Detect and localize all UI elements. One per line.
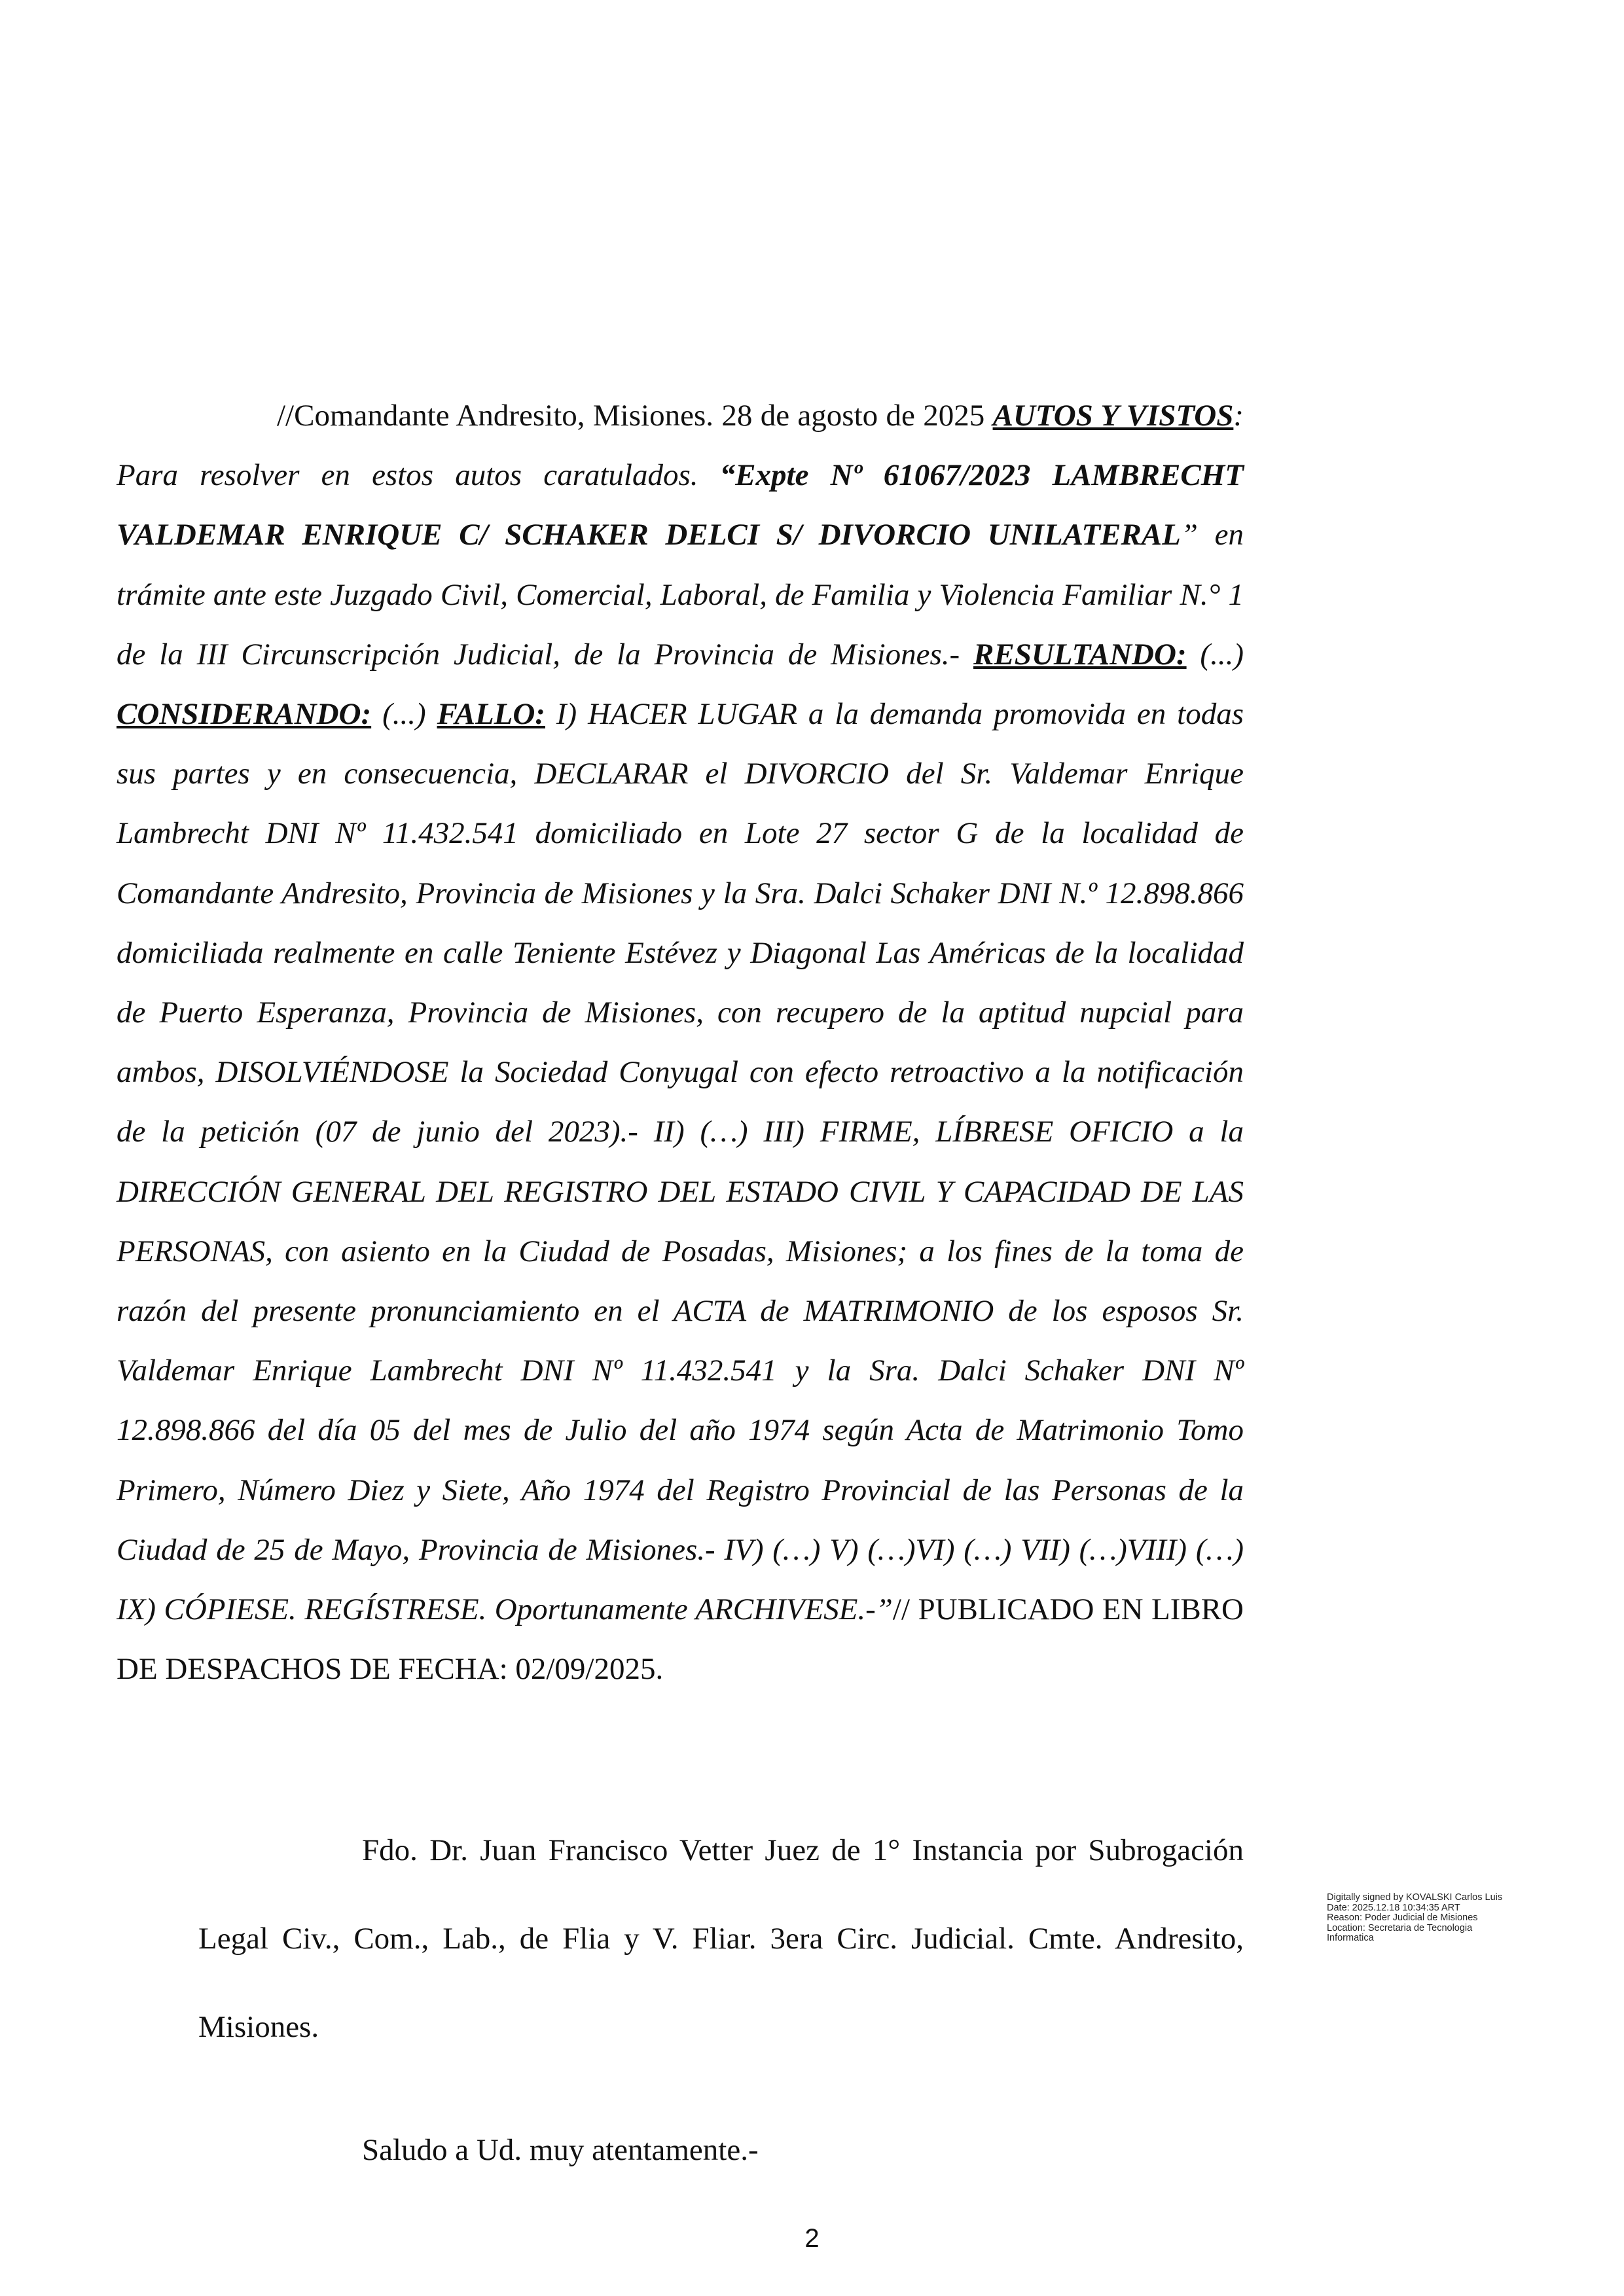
ruling-text: I) HACER LUGAR a la demanda promovida en todas sus partes y en consecuencia, DECLARAR el DIVORCIO del Sr. Valdemar Enrique Lambrecht DNI Nº 11.432.541 domiciliado en Lote 27 sector G de la localidad de Comandante Andresito, Provincia de Misiones y la Sra. Dalci Schaker DNI N.º 12.898.866 domiciliada realmente en calle Teniente Estévez y Diagonal Las Américas de la localidad de Puerto Esperanza, Provincia de Misiones, con recupero de la aptitud nupcial para ambos, DISOLVIÉNDOSE la Sociedad Conyugal con efecto retroactivo a la notificación de la petición (07 de junio del 2023).- II) (…) III) FIRME, LÍBRESE OFICIO a la DIRECCIÓN GENERAL DEL REGISTRO DEL ESTADO CIVIL Y CAPACIDAD DE LAS PERSONAS, con asiento en la Ciudad de Posadas, Misiones; a los fines de la toma de razón del presente pronunciamiento en el ACTA de MATRIMONIO de los esposos Sr. Valdemar Enrique Lambrecht DNI Nº 11.432.541 y la Sra. Dalci Schaker DNI Nº 12.898.866 del día 05 del mes de Julio del año 1974 según Acta de Matrimonio Tomo Primero, Número Diez y Siete, Año 1974 del Registro Provincial de las Personas de la Ciudad de 25 de Mayo, Provincia de Misiones.- IV) (…) V) (…)VI) (…) VII) (…)VIII) (…) IX) CÓPIESE. REGÍSTRESE. Oportunamente ARCHIVESE.-”: [117, 697, 1244, 1627]
considerando-heading: CONSIDERANDO:: [117, 697, 372, 732]
intro-text: : Para resolver en estos autos caratulados.: [117, 399, 1244, 493]
digital-signature-line: Reason: Poder Judicial de Misiones: [1327, 1912, 1478, 1923]
digital-signature-line: Location: Secretaria de Tecnologia: [1327, 1922, 1473, 1933]
digital-signature-line: Digitally signed by KOVALSKI Carlos Luis: [1327, 1892, 1503, 1903]
fallo-heading: FALLO:: [437, 697, 545, 732]
publication-note: // PUBLICADO EN LIBRO DE DESPACHOS DE FECHA: 02/09/2025.: [117, 1592, 1244, 1687]
signature-block: Fdo. Dr. Juan Francisco Vetter Juez de 1° Instancia por Subrogación Legal Civ., Com., Lab., de Flia y V. Fliar. 3era Circ. Judicial. Cmte. Andresito, Misiones.: [198, 1833, 1244, 2044]
closing-line: Saludo a Ud. muy atentamente.-: [362, 2133, 759, 2167]
court-text: ” en trámite ante este Juzgado Civil, Comercial, Laboral, de Familia y Violencia Familiar N.° 1 de la III Circunscripción Judicial, de la Provincia de Misiones.-: [117, 518, 1244, 672]
resolution-body: [117, 386, 1244, 1699]
date-line: //Comandante Andresito, Misiones. 28 de agosto de 2025: [277, 399, 993, 433]
ellipsis-text: (...): [1186, 637, 1244, 672]
digital-signature-stamp: [1327, 1893, 1562, 1944]
case-title: “Expte Nº 61067/2023 LAMBRECHT VALDEMAR ENRIQUE C/ SCHAKER DELCI S/ DIVORCIO UNILATERAL: [117, 458, 1244, 552]
ellipsis-text: (...): [371, 697, 437, 732]
digital-signature-line: Date: 2025.12.18 10:34:35 ART: [1327, 1902, 1460, 1913]
page-number: 2: [804, 2224, 820, 2253]
digital-signature-line: Informatica: [1327, 1933, 1374, 1943]
resultando-heading: RESULTANDO:: [973, 637, 1187, 672]
autos-y-vistos-heading: AUTOS Y VISTOS: [992, 399, 1234, 433]
